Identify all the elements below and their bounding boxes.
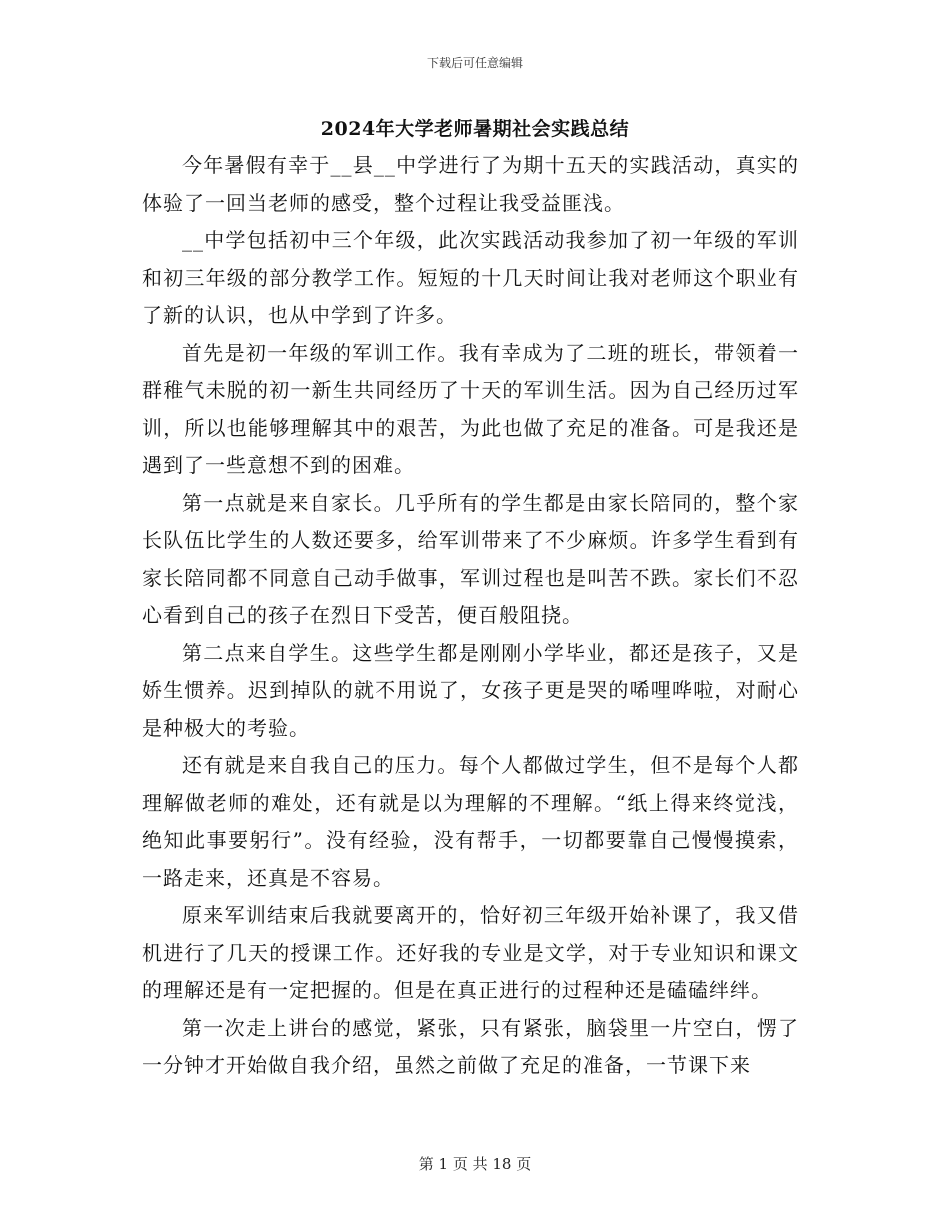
page-number-footer: 第 1 页 共 18 页 (418, 1155, 532, 1173)
paragraph-3: 首先是初一年级的军训工作。我有幸成为了二班的班长，带领着一群稚气未脱的初一新生共同经历了十天的军训生活。因为自己经历过军训，所以也能够理解其中的艰苦，为此也做了充足的准备。可是我还是遇到了一些意想不到的困难。 (142, 340, 799, 477)
paragraph-1: 今年暑假有幸于__县__中学进行了为期十五天的实践活动，真实的体验了一回当老师的感受，整个过程让我受益匪浅。 (142, 153, 799, 215)
paragraph-6: 还有就是来自我自己的压力。每个人都做过学生，但不是每个人都理解做老师的难处，还有就是以为理解的不理解。“纸上得来终觉浅，绝知此事要躬行”。没有经验，没有帮手，一切都要靠自己慢慢摸索，一路走来，还真是不容易。 (142, 753, 799, 890)
paragraph-5: 第二点来自学生。这些学生都是刚刚小学毕业，都还是孩子，又是娇生惯养。迟到掉队的就不用说了，女孩子更是哭的唏哩哗啦，对耐心是种极大的考验。 (142, 640, 799, 740)
document-body (142, 147, 799, 1085)
document-title: 2024年大学老师暑期社会实践总结 (320, 118, 630, 140)
paragraph-2: __中学包括初中三个年级，此次实践活动我参加了初一年级的军训和初三年级的部分教学工作。短短的十几天时间让我对老师这个职业有了新的认识，也从中学到了许多。 (142, 228, 799, 327)
paragraph-7: 原来军训结束后我就要离开的，恰好初三年级开始补课了，我又借机进行了几天的授课工作。还好我的专业是文学，对于专业知识和课文的理解还是有一定把握的。但是在真正进行的过程种还是磕磕绊绊。 (142, 903, 799, 1002)
paragraph-4: 第一点就是来自家长。几乎所有的学生都是由家长陪同的，整个家长队伍比学生的人数还要多，给军训带来了不少麻烦。许多学生看到有家长陪同都不同意自己动手做事，军训过程也是叫苦不跌。家长们不忍心看到自己的孩子在烈日下受苦，便百般阻挠。 (142, 490, 799, 627)
paragraph-8: 第一次走上讲台的感觉，紧张，只有紧张，脑袋里一片空白，愣了一分钟才开始做自我介绍，虽然之前做了充足的准备，一节课下来 (142, 1015, 799, 1077)
download-editable-note: 下载后可任意编辑 (426, 56, 523, 70)
